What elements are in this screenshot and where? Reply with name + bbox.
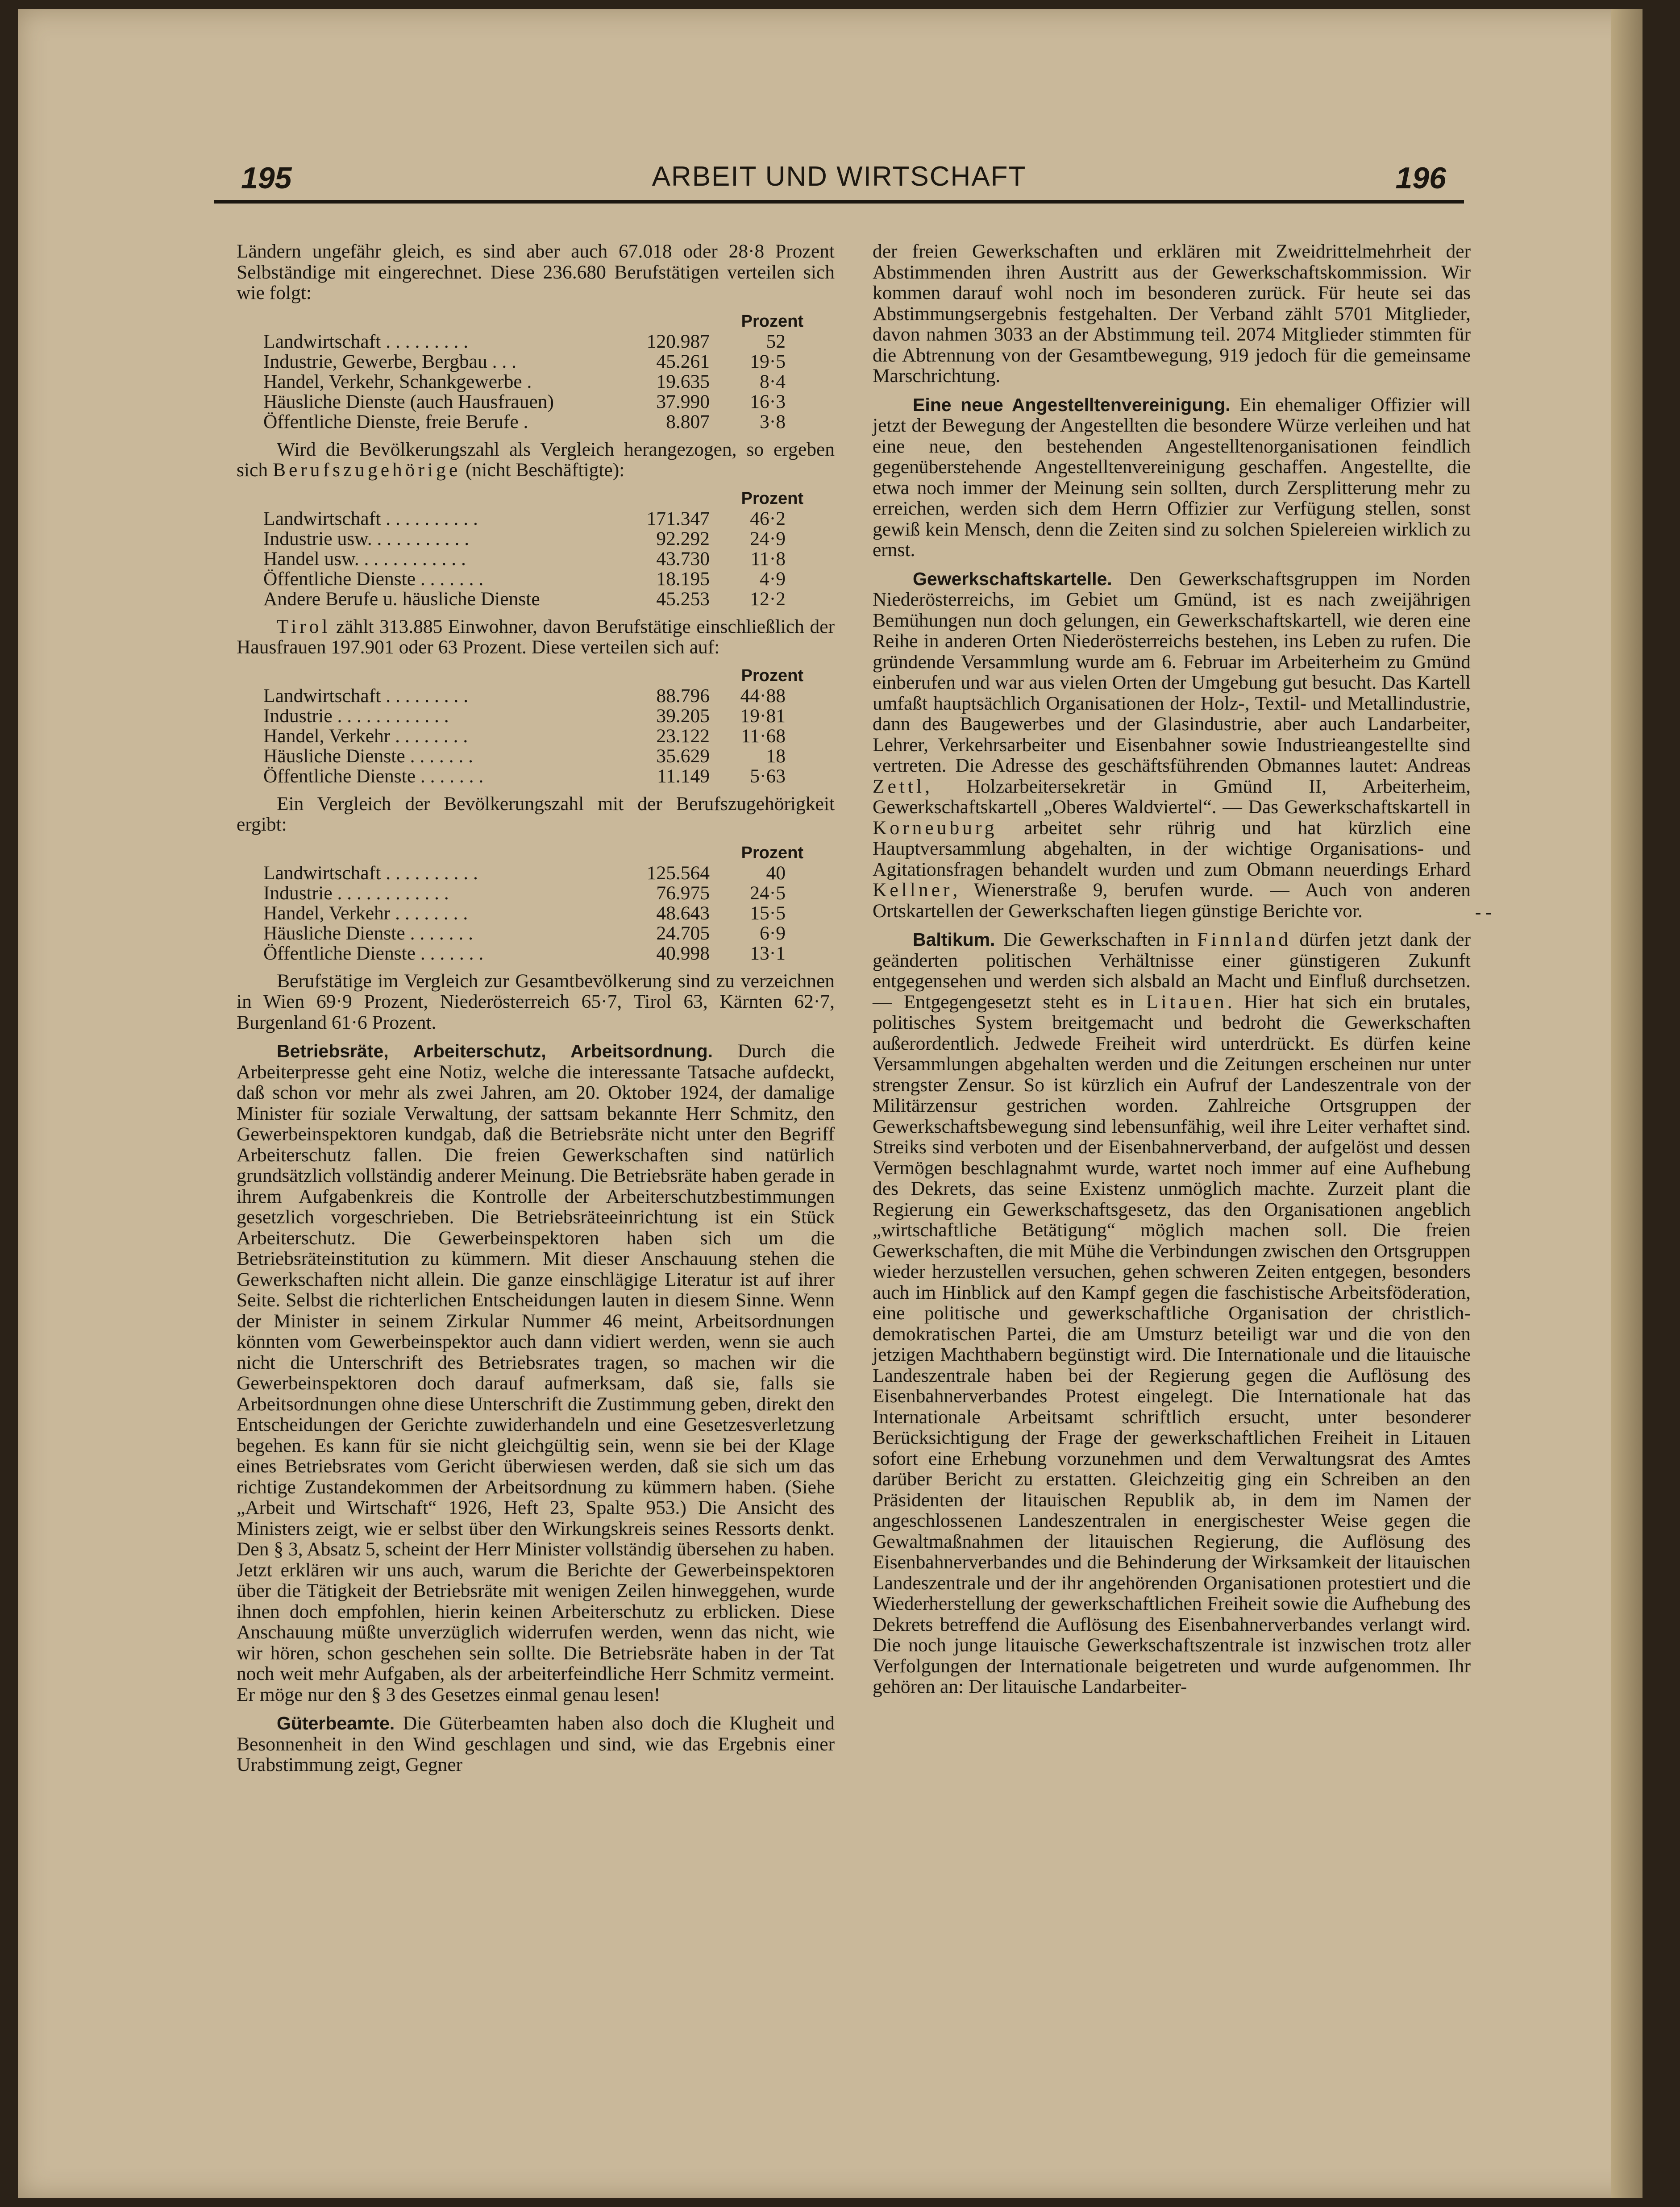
table-row: Industrie, Gewerbe, Bergbau . . . 45.261 19·5: [263, 350, 786, 372]
table-row: Landwirtschaft . . . . . . . . . 120.987 52: [263, 330, 786, 352]
table-row: Landwirtschaft . . . . . . . . . . 171.347 46·2: [263, 507, 786, 529]
article-heading: Betriebsräte, Arbeiterschutz, Arbeitsordnung.: [277, 1041, 713, 1061]
table-berufstaetige: [237, 312, 835, 432]
paragraph: Wird die Bevölkerungszahl als Vergleich herangezogen, so ergeben sich Berufszugehörige (nicht Beschäftigte):: [237, 438, 835, 481]
article-heading: Baltikum.: [913, 929, 995, 950]
article-gueterbeamte: Güterbeamte. Die Güterbeamten haben also doch die Klugheit und Besonnenheit in den Wind geschlagen und sind, wie das Ergebnis einer Urabstimmung zeigt, Gegner: [237, 1712, 835, 1775]
page-header: [214, 161, 1464, 210]
page-edge: [1611, 9, 1643, 2198]
table-berufszugehoerige: [237, 489, 835, 609]
table-row: Handel, Verkehr, Schankgewerbe . 19.635 8·4: [263, 370, 786, 392]
table-row: Öffentliche Dienste . . . . . . . 40.998 13·1: [263, 942, 786, 964]
page-number-left: 195: [241, 161, 292, 195]
article-angestelltenvereinigung: Eine neue Angestelltenvereinigung. Ein ehemaliger Offizier will jetzt der Bewegung der Angestellten die besondere Würze verleihen und hat eine neue, den bestehenden Angestelltenorganisationen feindlich gegenüberstehende Angestelltenvereinigung geschaffen. Angestellte, die etwa noch immer der Meinung sein sollten, durch Zersplitterung mehr zu erreichen, werden sich dem Herrn Offizier zur Verfügung stellen, sonst gewiß kein Mensch, denn die Zeiten sind zu solchen Spielereien wirklich zu ernst.: [873, 394, 1471, 561]
paragraph: Ländern ungefähr gleich, es sind aber auch 67.018 oder 28·8 Prozent Selbständige mit eingerechnet. Diese 236.680 Berufstätigen verteilen sich wie folgt:: [237, 241, 835, 303]
table-header: Prozent: [741, 666, 803, 685]
table-row: Häusliche Dienste (auch Hausfrauen) 37.990 16·3: [263, 391, 786, 412]
table-row: Häusliche Dienste . . . . . . . 24.705 6·9: [263, 922, 786, 944]
table-row: Öffentliche Dienste, freie Berufe . 8.807 3·8: [263, 411, 786, 432]
paragraph: der freien Gewerkschaften und erklären mit Zweidrittelmehrheit der Abstimmenden ihren Austritt aus der Gewerkschaftskommission. Wir kommen darauf wohl noch im besonderen zurück. Für heute sei das Abstimmungsergebnis festgehalten. Der Verband zählt 5701 Mitglieder, davon nahmen 3033 an der Abstimmung teil. 2074 Mitglieder stimmten für die Abtrennung von der Gesamtbewegung, 919 jedoch für die gemeinsame Marschrichtung.: [873, 241, 1471, 387]
table-header: Prozent: [741, 489, 803, 508]
table-row: Handel, Verkehr . . . . . . . . 48.643 15·5: [263, 902, 786, 924]
paragraph: Tirol zählt 313.885 Einwohner, davon Berufstätige einschließlich der Hausfrauen 197.901 oder 63 Prozent. Diese verteilen sich auf:: [237, 615, 835, 658]
margin-mark: - -: [1475, 902, 1492, 922]
article-betriebsraete: Betriebsräte, Arbeiterschutz, Arbeitsordnung. Durch die Arbeiterpresse geht eine Notiz, welche die interessante Tatsache aufdeckt, daß schon vor mehr als zwei Jahren, am 20. Oktober 1924, der damalige Minister für soziale Verwaltung, der sattsam bekannte Herr Schmitz, den Gewerbeinspektoren kundgab, daß die Betriebsräte nicht unter den Begriff Arbeiterschutz fallen. Die freien Gewerkschaften sind natürlich grundsätzlich vollständig anderer Meinung. Die Betriebsräte haben gerade in ihrem Aufgabenkreis die Kontrolle der Arbeiterschutzbestimmungen gesetzlich vorgeschrieben. Die Betriebsräteeinrichtung ist ein Stück Arbeiterschutz. Die Gewerbeinspektoren haben sich um die Betriebsräteinstitution zu kümmern. Mit dieser Anschauung stehen die Gewerkschaften nicht allein. Die ganze einschlägige Literatur ist auf ihrer Seite. Selbst die richterlichen Entscheidungen lauten in diesem Sinne. Wenn der Minister in seinem Zirkular Nummer 46 meint, Arbeitsordnungen könnten vom Gewerbeinspektor auch dann vidiert werden, wenn sie auch nicht die Unterschrift des Betriebsrates tragen, so machen wir die Gewerbeinspektoren doch darauf aufmerksam, daß sie, falls sie Arbeitsordnungen ohne diese Unterschrift die Zustimmung geben, direkt den Entscheidungen der Gerichte zuwiderhandeln und eine Gesetzesverletzung begehen. Es kann für sie nicht gleichgültig sein, wenn sie bei der Klage eines Betriebsrates vom Gericht überwiesen werden, daß sie sich um das richtige Zustandekommen der Arbeitsordnung zu kümmern haben. (Siehe „Arbeit und Wirtschaft“ 1926, Heft 23, Spalte 953.) Die Ansicht des Ministers zeigt, wie er selbst über den Wirkungskreis seines Ressorts denkt. Den § 3, Absatz 5, scheint der Herr Minister vollständig übersehen zu haben. Jetzt erklären wir uns auch, warum die Berichte der Gewerbeinspektoren über die Tätigkeit der Betriebsräte mit wenigen Zeilen hinweggehen, wurde ihnen doch empfohlen, hierin keinen Arbeiterschutz zu erblicken. Diese Anschauung müßte unverzüglich widerrufen werden, wenn das nicht, wie wir hören, schon geschehen sein sollte. Die Betriebsräte haben in der Tat noch weit mehr Aufgaben, als der arbeiterfeindliche Herr Schmitz vermeint. Er möge nur den § 3 des Gesetzes einmal genau lesen!: [237, 1040, 835, 1705]
article-heading: Gewerkschaftskartelle.: [913, 568, 1112, 589]
table-tirol: [237, 666, 835, 786]
table-vergleich: [237, 843, 835, 964]
table-row: Industrie . . . . . . . . . . . . 39.205 19·81: [263, 705, 786, 727]
table-row: Handel usw. . . . . . . . . . . . 43.730 11·8: [263, 548, 786, 569]
table-row: Industrie . . . . . . . . . . . . 76.975 24·5: [263, 882, 786, 904]
table-header: Prozent: [741, 312, 803, 331]
header-rule: [214, 200, 1464, 204]
article-gewerkschaftskartelle: Gewerkschaftskartelle. Den Gewerkschaftsgruppen im Norden Niederösterreichs, im Gebiet um Gmünd, ist es nach zweijährigen Bemühungen nun doch gelungen, ein Gewerkschaftskartell, wie deren eine Reihe in anderen Orten Niederösterreichs bestehen, ins Leben zu rufen. Die gründende Versammlung wurde am 6. Februar im Arbeiterheim zu Gmünd einberufen und war aus vielen Orten der Umgebung gut besucht. Das Kartell umfaßt hauptsächlich Organisationen der Holz-, Textil- und Metallindustrie, dann des Baugewerbes und der Glasindustrie, aber auch Landarbeiter, Lehrer, Verkehrsarbeiter und Eisenbahner sowie Industrieangestellte sind vertreten. Die Adresse des geschäftsführenden Obmannes lautet: Andreas Zettl, Holzarbeitersekretär in Gmünd II, Arbeiterheim, Gewerkschaftskartell „Oberes Waldviertel“. — Das Gewerkschaftskartell in Korneuburg arbeitet sehr rührig und hat kürzlich eine Hauptversammlung abgehalten, in der wichtige Organisations- und Agitationsfragen behandelt wurden und zum Obmann neuerdings Erhard Kellner, Wienerstraße 9, berufen wurde. — Auch von anderen Ortskartellen der Gewerkschaften liegen günstige Berichte vor.: [873, 568, 1471, 922]
table-row: Landwirtschaft . . . . . . . . . . 125.564 40: [263, 862, 786, 884]
paragraph: Ein Vergleich der Bevölkerungszahl mit der Berufszugehörigkeit ergibt:: [237, 793, 835, 835]
table-row: Öffentliche Dienste . . . . . . . 11.149 5·63: [263, 765, 786, 787]
table-row: Andere Berufe u. häusliche Dienste 45.253 12·2: [263, 588, 786, 610]
table-row: Industrie usw. . . . . . . . . . . 92.292 24·9: [263, 528, 786, 549]
article-baltikum: Baltikum. Die Gewerkschaften in Finnland dürfen jetzt dank der geänderten politischen Verhältnisse einer günstigeren Zukunft entgegensehen und werden sich alsbald an Macht und Einfluß durchsetzen. — Entgegengesetzt steht es in Litauen. Hier hat sich ein brutales, politisches System breitgemacht und bedroht die Gewerkschaften außerordentlich. Jedwede Freiheit wird unterdrückt. Es dürfen keine Versammlungen abgehalten werden und die Zeitungen erscheinen nur unter strengster Zensur. So ist kürzlich ein Aufruf der Landeszentrale von der Militärzensur gestrichen worden. Zahlreiche Ortsgruppen der Gewerkschaftsbewegung sind lebensunfähig, weil ihre Leiter verhaftet sind. Streiks sind verboten und der Eisenbahnerverband, der aufgelöst und dessen Vermögen beschlagnahmt wurde, wartet noch immer auf eine Aufhebung des Dekrets, das seine Existenz unmöglich machte. Zurzeit plant die Regierung ein Gewerkschaftsgesetz, das den Organisationen angeblich „wirtschaftliche Betätigung“ möglich machen soll. Die freien Gewerkschaften, die mit Mühe die Verbindungen zwischen den Ortsgruppen wieder herzustellen versuchen, gehen schweren Zeiten entgegen, besonders auch im Hinblick auf den Kampf gegen die faschistische Arbeitsföderation, eine politische und gewerkschaftliche Organisation der christlich-demokratischen Partei, die am Umsturz beteiligt war und die von den jetzigen Machthabern begünstigt wird. Die Internationale und die litauische Landeszentrale haben bei der Regierung gegen die Auflösung des Eisenbahnerverbandes Protest eingelegt. Die Internationale hat das Internationale Arbeitsamt schriftlich ersucht, unter besonderer Berücksichtigung der Frage der gewerkschaftlichen Freiheit in Litauen sofort eine Erhebung vorzunehmen und dem Verwaltungsrat des Amtes darüber Bericht zu erstatten. Gleichzeitig ging ein Schreiben an den Präsidenten der litauischen Republik ab, in dem im Namen der angeschlossenen Landeszentralen in energischester Weise gegen die Gewaltmaßnahmen der litauischen Regierung, die Auflösung des Eisenbahnerverbandes und die Behinderung der Wirksamkeit der litauischen Landeszentrale und der ihr angehörenden Organisationen protestiert und die Wiederherstellung der gewerkschaftlichen Freiheit sowie die Aufhebung des Dekrets betreffend die Auflösung des Eisenbahnerverbandes verlangt wird. Die noch junge litauische Gewerkschaftszentrale ist inzwischen trotz aller Verfolgungen der Internationale beigetreten und wurde aufgenommen. Ihr gehören an: Der litauische Landarbeiter-: [873, 929, 1471, 1697]
table-header: Prozent: [741, 843, 803, 862]
table-row: Landwirtschaft . . . . . . . . . 88.796 44·88: [263, 685, 786, 707]
page-number-right: 196: [1395, 161, 1446, 195]
table-row: Öffentliche Dienste . . . . . . . 18.195 4·9: [263, 568, 786, 590]
table-row: Häusliche Dienste . . . . . . . 35.629 18: [263, 745, 786, 767]
article-heading: Güterbeamte.: [277, 1713, 395, 1733]
table-row: Handel, Verkehr . . . . . . . . 23.122 11·68: [263, 725, 786, 747]
article-heading: Eine neue Angestelltenvereinigung.: [913, 394, 1231, 415]
left-column: [237, 241, 835, 1783]
paragraph: Berufstätige im Vergleich zur Gesamtbevölkerung sind zu verzeichnen in Wien 69·9 Prozent, Niederösterreich 65·7, Tirol 63, Kärnten 62·7, Burgenland 61·6 Prozent.: [237, 970, 835, 1033]
right-column: [873, 241, 1471, 1705]
journal-title: ARBEIT UND WIRTSCHAFT: [652, 161, 1027, 192]
